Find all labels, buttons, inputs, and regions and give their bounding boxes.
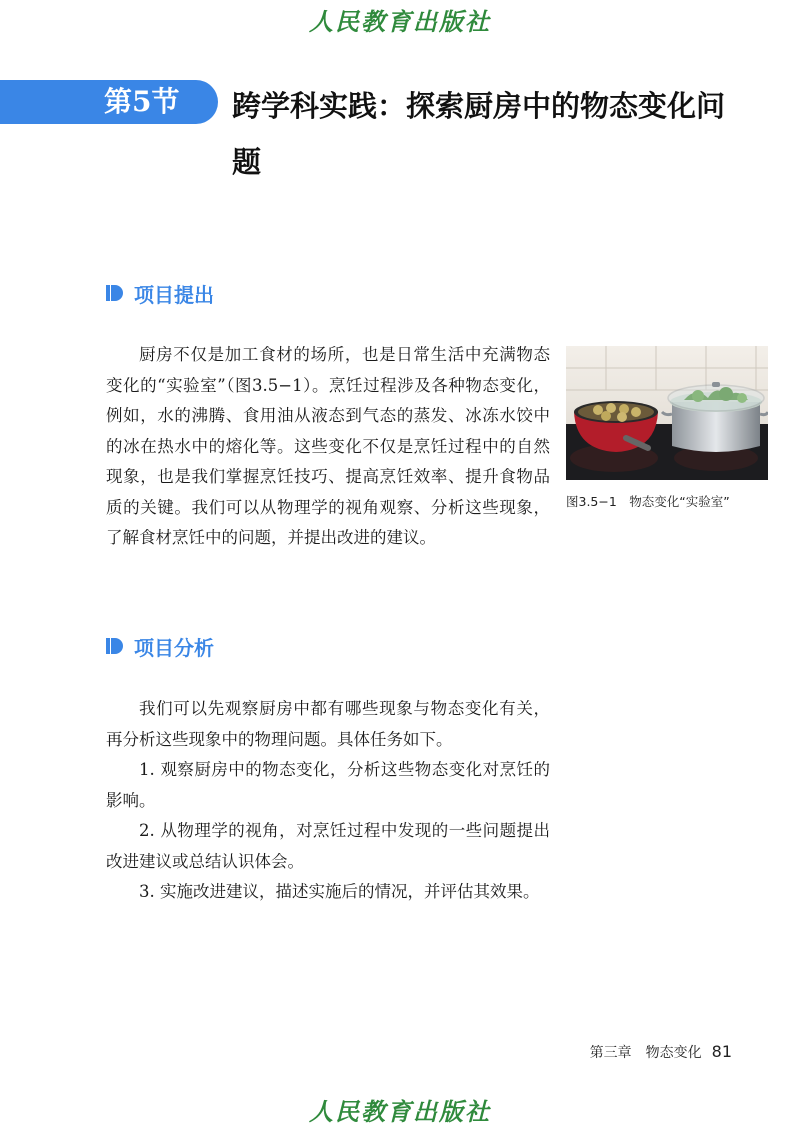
- intro-paragraph: 厨房不仅是加工食材的场所，也是日常生活中充满物态变化的“实验室”（图3.5−1）。烹饪过程涉及各种物态变化，例如，水的沸腾、食用油从液态到气态的蒸发、冰冻水饺中的冰在热水中的熔化等。这些变化不仅是烹饪过程中的自然现象，也是我们掌握烹饪技巧、提高烹饪效率、提升食物品质的关键。我们可以从物理学的视角观察、分析这些现象，了解食材烹饪中的问题，并提出改进的建议。: [106, 345, 550, 547]
- heading-marker-icon: [106, 637, 124, 655]
- task-item-2: 2. 从物理学的视角，对烹饪过程中发现的一些问题提出改进建议或总结认识体会。: [106, 821, 550, 871]
- publisher-watermark-bottom: 人民教育出版社: [309, 1097, 491, 1126]
- task-item-3: 3. 实施改进建议，描述实施后的情况，并评估其效果。: [139, 882, 540, 901]
- task-item-1: 1. 观察厨房中的物态变化，分析这些物态变化对烹饪的影响。: [106, 760, 550, 810]
- figure-caption: 图3.5−1 物态变化“实验室”: [566, 494, 730, 509]
- heading-marker-icon: [106, 284, 124, 302]
- chapter-label: 第三章 物态变化: [589, 1045, 702, 1061]
- kitchen-photo: [566, 346, 768, 480]
- heading-project-analysis: [106, 632, 214, 660]
- page-title: 跨学科实践：探索厨房中的物态变化问题: [232, 89, 726, 179]
- analysis-paragraph: 我们可以先观察厨房中都有哪些现象与物态变化有关，再分析这些现象中的物理问题。具体任务如下。: [106, 699, 550, 749]
- publisher-watermark-top: 人民教育出版社: [309, 7, 491, 36]
- page-number: 81: [711, 1042, 732, 1061]
- heading-text: 项目提出: [134, 282, 214, 307]
- heading-text: 项目分析: [134, 635, 214, 660]
- heading-project-proposal: [106, 279, 214, 307]
- page-footer: [590, 1042, 732, 1062]
- section-number: 第5节: [104, 85, 180, 118]
